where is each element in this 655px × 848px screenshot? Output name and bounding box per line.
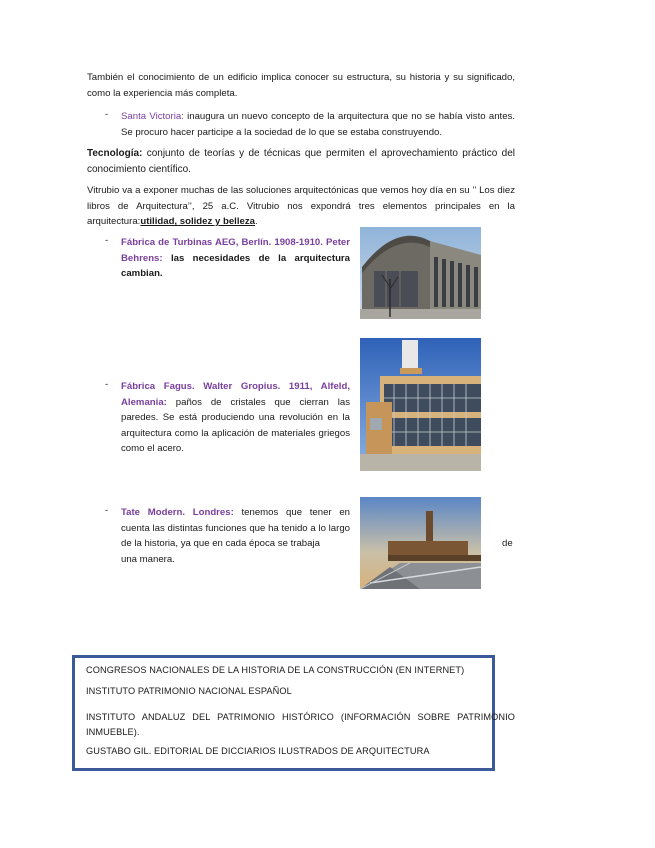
fagus-factory-image: [360, 338, 481, 471]
santa-victoria-text: [121, 109, 515, 140]
fagus-item: [105, 379, 350, 457]
vitrubio-text: [87, 183, 515, 230]
fagus-text: [121, 379, 350, 457]
tecnologia-text: [87, 146, 515, 177]
tate-tail-word: de: [502, 538, 513, 549]
intro-text: También el conocimiento de un edificio implica conocer su estructura, su historia y su significado, como la experiencia más completa.: [87, 72, 515, 99]
vitrubio-elements: utilidad, solidez y belleza: [140, 216, 255, 227]
bullet-dash: -: [105, 505, 109, 516]
tecnologia-body: conjunto de teorías y de técnicas que permiten el aprovechamiento práctico del conocimiento científico.: [87, 148, 515, 175]
reference-item: CONGRESOS NACIONALES DE LA HISTORIA DE LA CONSTRUCCIÓN (EN INTERNET): [86, 665, 465, 675]
tecnologia-term: Tecnología:: [87, 148, 143, 159]
tecnologia-paragraph: [87, 146, 515, 177]
aeg-turbine-factory-image: [360, 227, 481, 319]
bullet-dash: -: [105, 109, 109, 120]
fagus-title: Fábrica Fagus. Walter Gropius. 1911, Alfeld, Alemania:: [121, 381, 350, 408]
tate-title: Tate Modern. Londres:: [121, 507, 234, 518]
vitrubio-body: Vitrubio va a exponer muchas de las soluciones arquitectónicas que vemos hoy día en su ’’ Los diez libros de Arquitectura’’, 25 a.C. Vitrubio nos expondrá tres elementos principales en la arquitectura:: [87, 185, 515, 227]
santa-victoria-item: [105, 109, 516, 140]
tate-last-line: una manera.: [121, 553, 175, 565]
reference-item: GUSTABO GIL. EDITORIAL DE DICCIARIOS ILUSTRADOS DE ARQUITECTURA: [86, 746, 430, 756]
reference-item: INSTITUTO PATRIMONIO NACIONAL ESPAÑOL: [86, 686, 292, 696]
aeg-body: las necesidades de la arquitectura cambian.: [121, 252, 350, 279]
tate-text: [121, 505, 350, 567]
santa-victoria-title: Santa Victoria:: [121, 111, 184, 122]
intro-paragraph: [87, 70, 515, 101]
tate-body: tenemos que tener en cuenta las distintas funciones que ha tenido a lo largo de la historia, ya que en cada época se trabaja: [121, 507, 350, 549]
tate-item: [105, 505, 350, 567]
santa-victoria-body: inaugura un nuevo concepto de la arquitectura que no se había visto antes. Se procuro hacer participe a la sociedad de lo que se estaba construyendo.: [121, 111, 516, 138]
aeg-text: [121, 235, 350, 282]
tate-modern-image: [360, 497, 481, 589]
fagus-body: paños de cristales que cierran las paredes. Se está produciendo una revolución en la arquitectura como la aplicación de materiales griegos como el acero.: [121, 396, 350, 454]
aeg-title: Fábrica de Turbinas AEG, Berlín. 1908-1910. Peter Behrens:: [121, 237, 350, 264]
bullet-dash: -: [105, 235, 109, 246]
vitrubio-paragraph: [87, 183, 515, 230]
reference-item: INSTITUTO ANDALUZ DEL PATRIMONIO HISTÓRICO (INFORMACIÓN SOBRE PATRIMONIO INMUEBLE).: [86, 712, 515, 737]
vitrubio-end: .: [254, 216, 258, 227]
bullet-dash: -: [105, 379, 109, 390]
aeg-item: [105, 235, 350, 282]
